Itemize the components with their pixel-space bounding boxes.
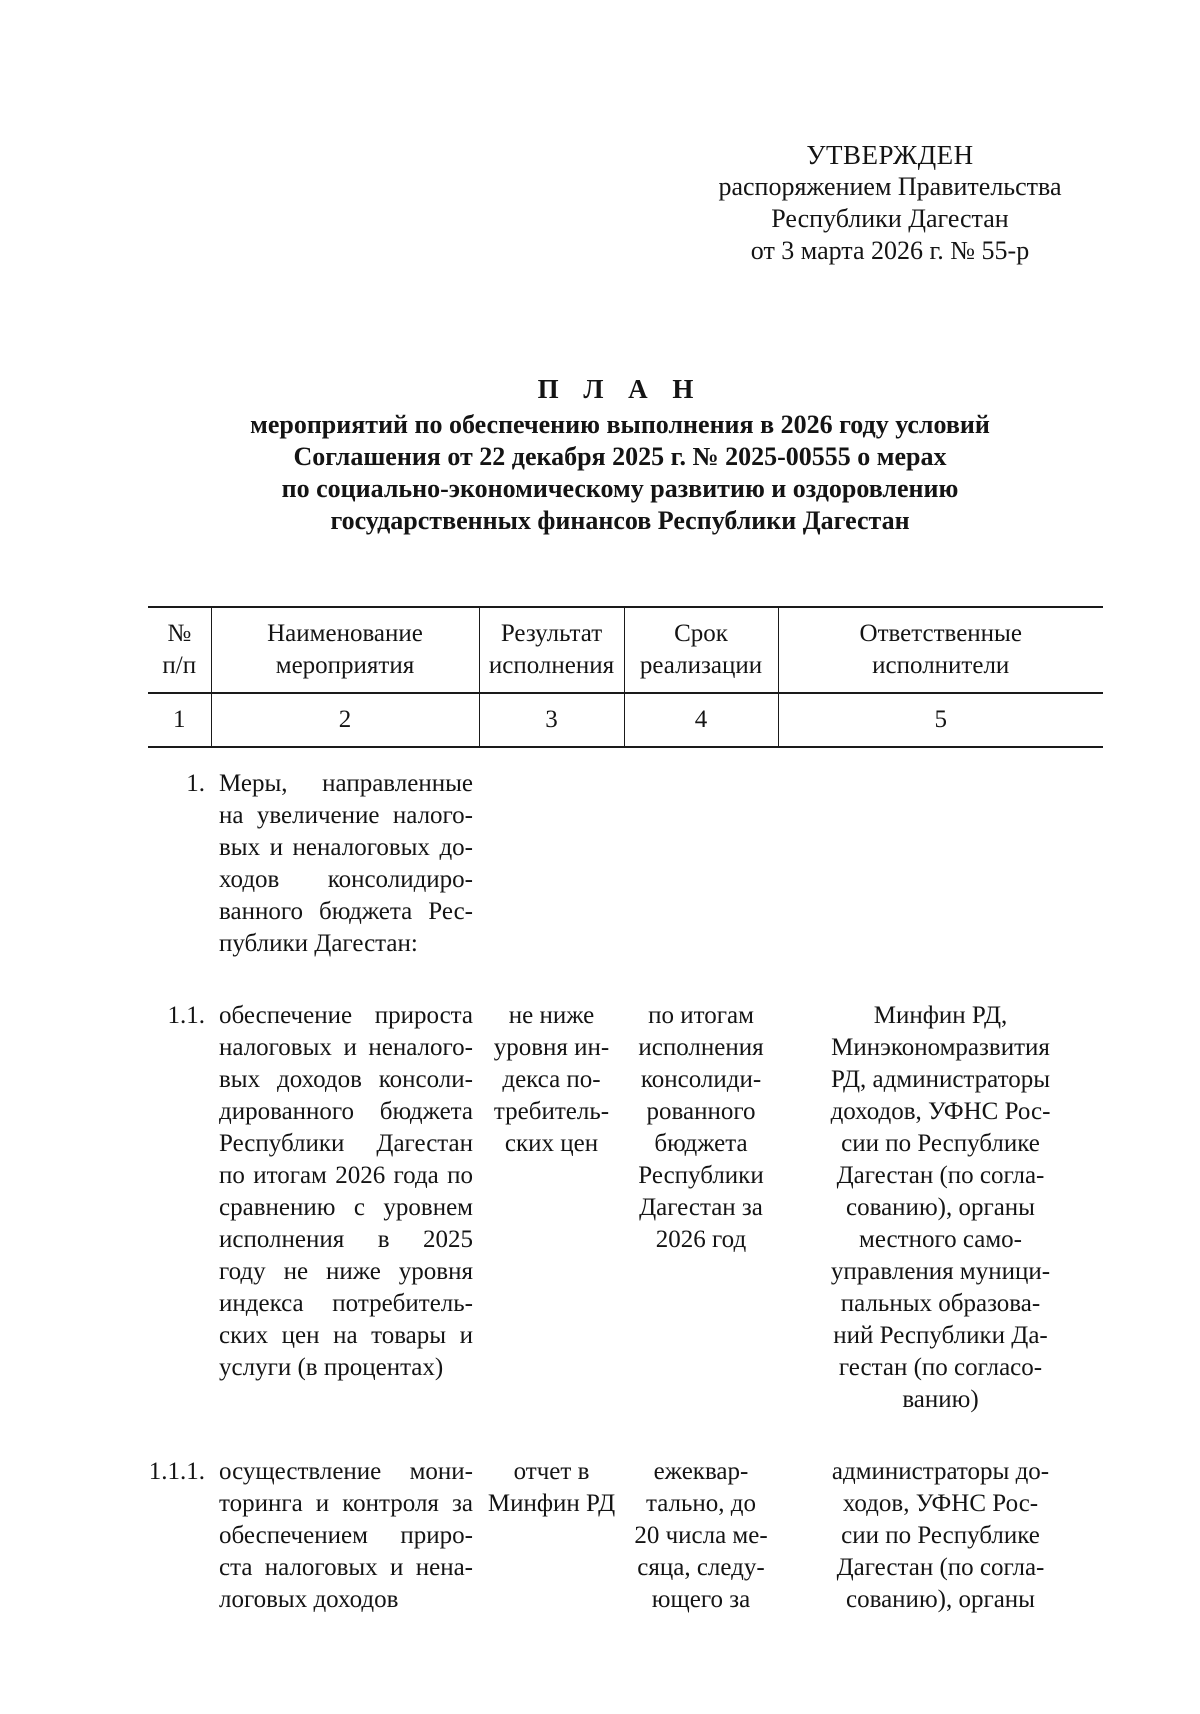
plan-table	[148, 606, 1103, 1616]
document-title	[150, 373, 1090, 537]
row-term	[624, 1416, 778, 1616]
cell-line: ванного бюджета Рес-	[219, 898, 473, 925]
cell-line: исполнения в 2025	[219, 1226, 473, 1253]
cell-line: обеспечением приро-	[219, 1522, 473, 1549]
header-name: Наименование мероприятия	[211, 607, 479, 693]
row-responsible	[778, 747, 1103, 960]
cell-line: на увеличение налого-	[219, 802, 473, 829]
cell-line: 20 числа ме-	[634, 1522, 768, 1549]
title-line: мероприятий по обеспечению выполнения в 2026 году условий	[250, 410, 990, 439]
row-result	[479, 1416, 624, 1616]
approval-status: УТВЕРЖДЕН	[806, 140, 974, 170]
row-term	[624, 747, 778, 960]
cell-line: индекса потребитель-	[219, 1290, 473, 1317]
approval-line: распоряжением Правительства	[718, 172, 1062, 201]
cell-line: уровня ин-	[493, 1034, 610, 1061]
cell-line: налоговых и неналого-	[219, 1034, 473, 1061]
column-number: 5	[778, 693, 1103, 747]
cell-line: Дагестан (по согла-	[836, 1162, 1045, 1189]
table-row	[148, 747, 1103, 960]
cell-line: осуществление мони-	[219, 1458, 473, 1485]
cell-line: требитель-	[493, 1098, 610, 1125]
cell-line: Дагестан за	[639, 1194, 763, 1221]
cell-line: сии по Республике	[841, 1522, 1040, 1549]
row-responsible	[778, 1416, 1103, 1616]
cell-line: сованию), органы	[846, 1586, 1035, 1613]
cell-line: логовых доходов	[219, 1586, 399, 1613]
row-result	[479, 960, 624, 1416]
cell-line: пальных образова-	[840, 1290, 1041, 1317]
cell-line: 2026 год	[655, 1226, 747, 1253]
cell-line: услуги (в процентах)	[219, 1354, 444, 1381]
row-result	[479, 747, 624, 960]
column-number: 3	[479, 693, 624, 747]
cell-line: ний Республики Да-	[833, 1322, 1048, 1349]
cell-line: ходов, УФНС Рос-	[842, 1490, 1039, 1517]
cell-line: РД, администраторы	[830, 1066, 1051, 1093]
row-name	[211, 747, 479, 960]
cell-line: обеспечение прироста	[219, 1002, 473, 1029]
cell-line: Минэкономразвития	[831, 1034, 1050, 1061]
approval-line: Республики Дагестан	[771, 204, 1009, 233]
cell-line: ежеквар-	[653, 1458, 749, 1485]
cell-line: рованного	[646, 1098, 756, 1125]
cell-line: ванию)	[902, 1386, 979, 1413]
table-body	[148, 747, 1103, 1616]
cell-line: администраторы до-	[831, 1458, 1050, 1485]
cell-line: бюджета	[654, 1130, 748, 1157]
header-result: Результат исполнения	[479, 607, 624, 693]
cell-line: ских цен на товары и	[219, 1322, 473, 1349]
table-row	[148, 960, 1103, 1416]
cell-line: не ниже	[508, 1002, 595, 1029]
cell-line: Меры, направленные	[219, 770, 473, 797]
row-name	[211, 1416, 479, 1616]
approval-date: от 3 марта 2026 г. № 55-р	[750, 236, 1030, 265]
cell-line: гестан (по согласо-	[838, 1354, 1043, 1381]
row-responsible	[778, 960, 1103, 1416]
title-line: государственных финансов Республики Дагестан	[330, 506, 910, 535]
cell-line: по итогам 2026 года по	[219, 1162, 473, 1189]
cell-line: ских цен	[504, 1130, 599, 1157]
title-line: Соглашения от 22 декабря 2025 г. № 2025-00555 о мерах	[293, 442, 947, 471]
cell-line: Минфин РД	[487, 1490, 616, 1517]
cell-line: декса по-	[502, 1066, 601, 1093]
cell-line: консолиди-	[640, 1066, 762, 1093]
cell-line: ющего за	[651, 1586, 751, 1613]
table-header-row	[148, 607, 1103, 693]
cell-line: по итогам	[648, 1002, 754, 1029]
column-number-row	[148, 693, 1103, 747]
column-number: 2	[211, 693, 479, 747]
cell-line: отчет в	[513, 1458, 590, 1485]
cell-line: сованию), органы	[846, 1194, 1035, 1221]
approval-stamp	[660, 139, 1120, 267]
cell-line: тально, до	[645, 1490, 757, 1517]
title-line: по социально-экономическому развитию и оздоровлению	[281, 474, 959, 503]
cell-line: торинга и контроля за	[219, 1490, 473, 1517]
row-number: 1.1.1.	[148, 1458, 205, 1485]
cell-line: ходов консолидиро-	[219, 866, 473, 893]
row-number: 1.	[186, 770, 205, 797]
column-number: 1	[148, 693, 211, 747]
cell-line: сяца, следу-	[637, 1554, 765, 1581]
cell-line: Республики	[638, 1162, 764, 1189]
cell-line: ста налоговых и нена-	[219, 1554, 473, 1581]
table-row	[148, 1416, 1103, 1616]
row-name	[211, 960, 479, 1416]
header-number: № п/п	[148, 607, 211, 693]
cell-line: вых и неналоговых до-	[219, 834, 473, 861]
cell-line: сравнению с уровнем	[219, 1194, 473, 1221]
cell-line: управления муници-	[830, 1258, 1051, 1285]
header-responsible: Ответственные исполнители	[778, 607, 1103, 693]
cell-line: местного само-	[859, 1226, 1022, 1253]
cell-line: исполнения	[638, 1034, 764, 1061]
cell-line: Дагестан (по согла-	[836, 1554, 1045, 1581]
cell-line: Республики Дагестан	[219, 1130, 473, 1157]
cell-line: вых доходов консоли-	[219, 1066, 473, 1093]
cell-line: доходов, УФНС Рос-	[830, 1098, 1051, 1125]
column-number: 4	[624, 693, 778, 747]
row-term	[624, 960, 778, 1416]
cell-line: году не ниже уровня	[219, 1258, 473, 1285]
cell-line: дированного бюджета	[219, 1098, 473, 1125]
cell-line: сии по Республике	[841, 1130, 1040, 1157]
header-term: Срок реализации	[624, 607, 778, 693]
cell-line: Минфин РД,	[873, 1002, 1008, 1029]
plan-heading: П Л А Н	[537, 374, 703, 404]
cell-line: публики Дагестан:	[219, 930, 418, 957]
row-number: 1.1.	[167, 1002, 205, 1029]
